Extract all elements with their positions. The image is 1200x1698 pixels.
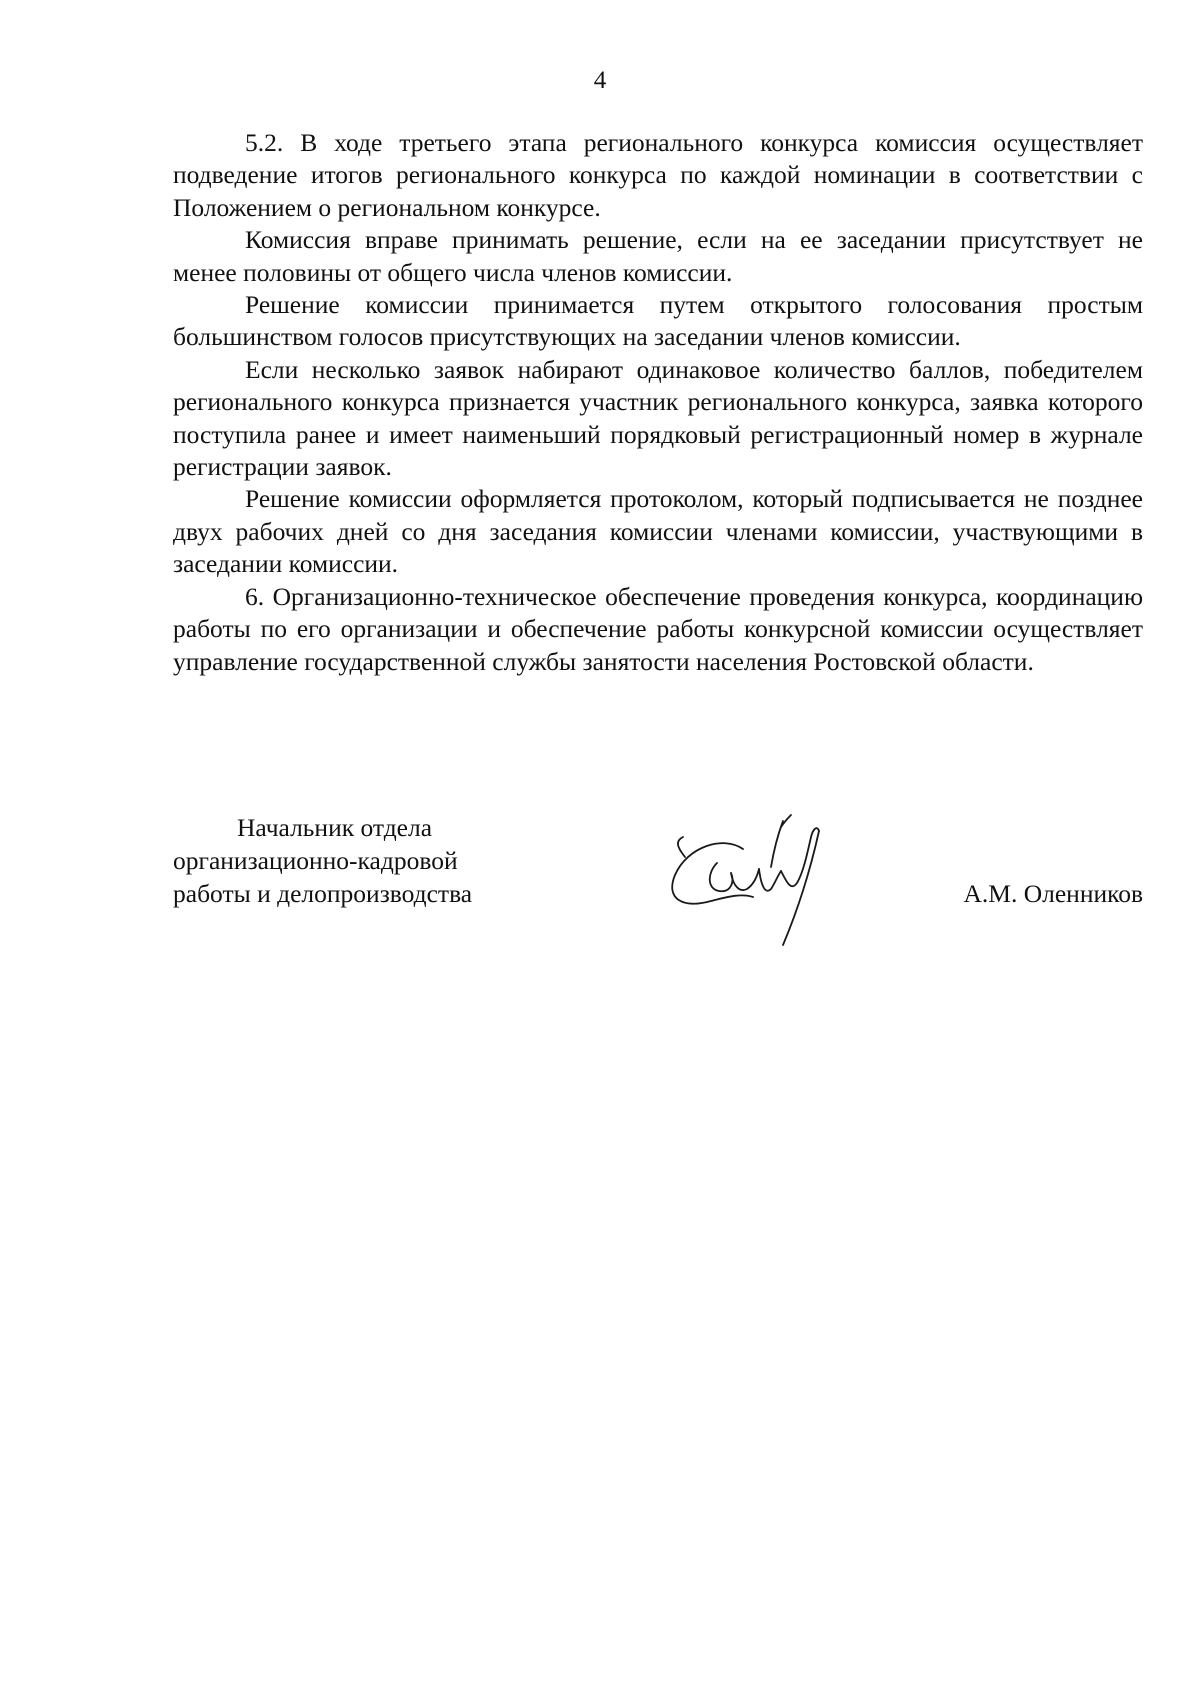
paragraph: Решение комиссии оформляется протоколом, который подписывается не позднее двух рабочих дней со дня заседания комиссии членами комиссии, участвующими в заседании комиссии. [173,484,1143,579]
signer-position [173,811,472,910]
position-line: организационно-кадровой [173,846,458,875]
document-body [173,127,1143,678]
paragraph: Если несколько заявок набирают одинаковое количество баллов, победителем регионального конкурса признается участник регионального конкурса, заявка которого поступила ранее и имеет наименьший порядковый регистрационный номер в журнале регистрации заявок. [173,354,1143,482]
paragraph: Комиссия вправе принимать решение, если на ее заседании присутствует не менее половины от общего числа членов комиссии. [173,225,1143,287]
page-number: 4 [593,67,607,94]
position-line: Начальник отдела [237,813,433,842]
position-line: работы и делопроизводства [173,879,473,908]
paragraph: 5.2. В ходе третьего этапа регионального конкурса комиссия осуществляет подведение итогов регионального конкурса по каждой номинации в соответствии с Положением о региональном конкурсе. [173,128,1143,222]
paragraph: 6. Организационно-техническое обеспечение проведения конкурса, координацию работы по его организации и обеспечение работы конкурсной комиссии осуществляет управление государственной службы занятости населения Ростовской области. [173,581,1143,676]
signature-block [173,811,1143,961]
handwritten-signature-icon [661,797,851,947]
paragraph: Решение комиссии принимается путем открытого голосования простым большинством голосов присутствующих на заседании членов комиссии. [173,290,1143,352]
signer-name: А.М. Оленников [963,879,1143,908]
